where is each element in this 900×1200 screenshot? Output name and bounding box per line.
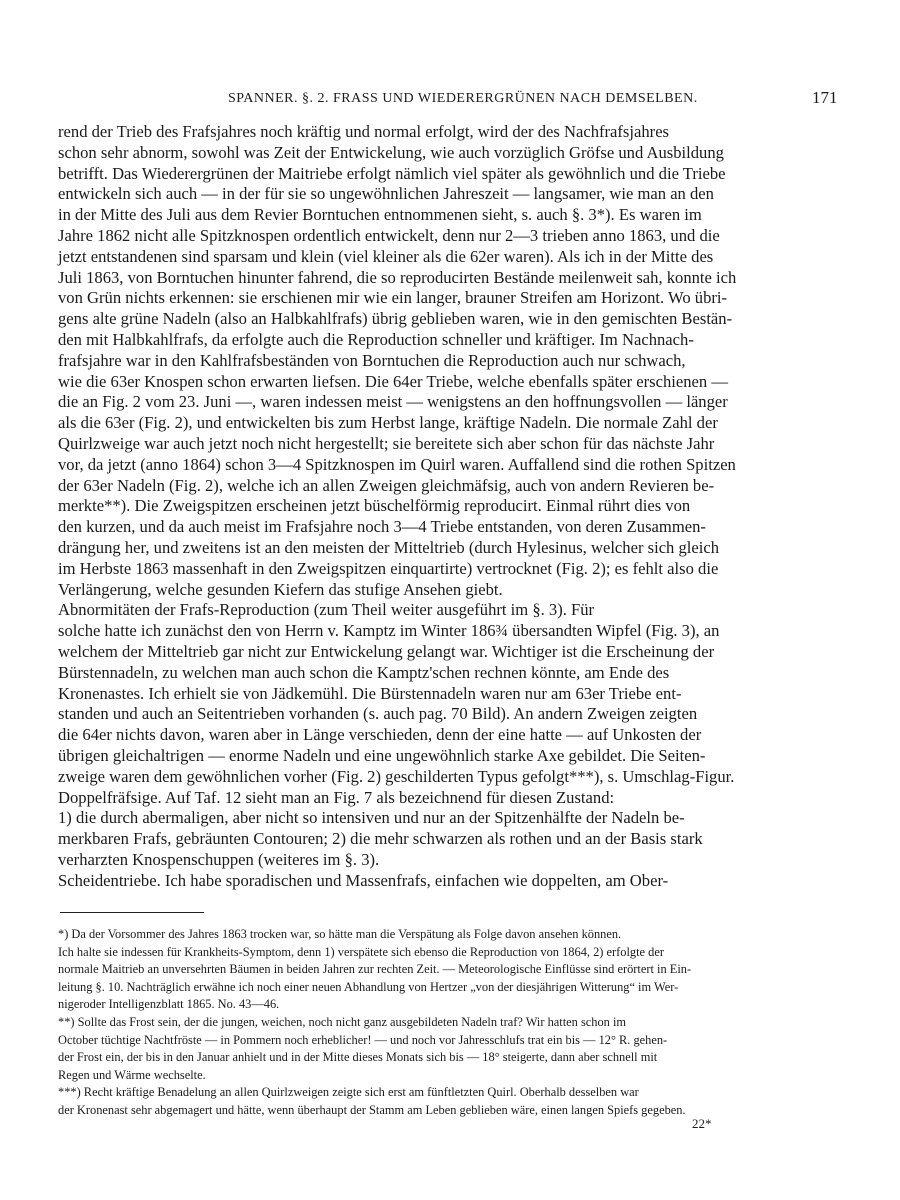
footnotes <box>58 926 836 1120</box>
paragraph-3: Doppelfräfsige. Auf Taf. 12 sieht man an Fig. 7 als bezeichnend für diesen Zustand: 1) die durch abermaligen, aber nicht so intensiven und nur an der Spitzenhälfte der Nadeln be- merkbaren Frafs, gebräunten Contouren; 2) die mehr schwarzen als rothen und an der Basis stark verharzten Knospenschuppen (weiteres im §. 3). <box>58 787 703 869</box>
footnote-2: **) Sollte das Frost sein, der die jungen, weichen, noch nicht ganz ausgebildeten Nadeln traf? Wir hatten schon im October tüchtige Nachtfröste — in Pommern noch erheblicher! — und noch vor Jahresschlufs trat ein bis — 12° R. gehen- der Frost ein, der bis in den Januar anhielt und in der Mitte dieses Monats sich bis — 18° steigerte, dann aber schnell mit Regen und Wärme wechselte. <box>58 1014 668 1082</box>
footnote-divider <box>60 912 204 913</box>
main-text <box>58 122 836 891</box>
paragraph-1: rend der Trieb des Frafsjahres noch kräftig und normal erfolgt, wird der des Nachfrafsjahres schon sehr abnorm, sowohl was Zeit der Entwickelung, wie auch vorzüglich Gröfse und Ausbildung betrifft. Das Wiederergrünen der Maitriebe erfolgt nämlich viel später als gewöhnlich und die Triebe entwickeln sich auch — in der für sie so ungewöhnlichen Jahreszeit — langsamer, wie man an den in der Mitte des Juli aus dem Revier Borntuchen entnommenen sieht, s. auch §. 3*). Es waren im Jahre 1862 nicht alle Spitzknospen ordentlich entwickelt, denn nur 2—3 trieben anno 1863, und die jetzt entstandenen sind sparsam und klein (viel kleiner als die 62er waren). Als ich in der Mitte des Juli 1863, von Borntuchen hinunter fahrend, die so reproducirten Bestände meilenweit sah, konnte ich von Grün nichts erkennen: sie erschienen mir wie ein langer, brauner Streifen am Horizont. Wo übri- gens alte grüne Nadeln (also an Halbkahlfrafs) übrig geblieben waren, wie in den gemischten Bestän- den mit Halbkahlfrafs, da erfolgte auch die Reproduction schneller und kräftiger. Im Nachnach- frafsjahre war in den Kahlfrafsbeständen von Borntuchen die Reproduction auch nur schwach, wie die 63er Knospen schon erwarten liefsen. Die 64er Triebe, welche ebenfalls später erschienen — die an Fig. 2 vom 23. Juni —, waren indessen meist — wenigstens an den hoffnungsvollen — länger als die 63er (Fig. 2), und entwickelten bis zum Herbst lange, kräftige Nadeln. Die normale Zahl der Quirlzweige war auch jetzt noch nicht hergestellt; sie bereitete sich aber schon für das nächste Jahr vor, da jetzt (anno 1864) schon 3—4 Spitzknospen im Quirl waren. Auffallend sind die rothen Spitzen der 63er Nadeln (Fig. 2), welche ich an allen Zweigen gleichmäfsig, auch von andern Revieren be- merkte**). Die Zweigspitzen erscheinen jetzt büschelförmig reproducirt. Einmal rührt dies von den kurzen, und da auch meist im Frafsjahre noch 3—4 Triebe entstanden, von deren Zusammen- drängung her, und zweitens ist an den meisten der Mitteltrieb (durch Hylesinus, welcher sich gleich im Herbste 1863 massenhaft in den Zweigspitzen einquartirte) vertrocknet (Fig. 2); es fehlt also die Verlängerung, welche gesunden Kiefern das stufige Ansehen giebt. <box>58 122 737 599</box>
footnote-1: *) Da der Vorsommer des Jahres 1863 trocken war, so hätte man die Verspätung als Folge davon ansehen können. Ich halte sie indessen für Krankheits-Symptom, denn 1) verspätete sich ebenso die Reproduction von 1864, 2) erfolgte der normale Maitrieb an unversehrten Bäumen in beiden Jahren zur rechten Zeit. — Meteorologische Einflüsse sind erörtert in Ein- leitung §. 10. Nachträglich erwähne ich noch einer neuen Abhandlung von Hertzer „von der diesjährigen Witterung“ im Wer- nigeroder Intelligenzblatt 1865. No. 43—46. <box>58 927 692 1012</box>
running-header <box>0 88 900 113</box>
page-number: 171 <box>812 88 838 107</box>
footnote-3: ***) Recht kräftige Benadelung an allen Quirlzweigen zeigte sich erst am fünftletzten Quirl. Oberhalb desselben war der Kronenast sehr abgemagert und hätte, wenn überhaupt der Stamm am Leben geblieben wäre, einen langen Spiefs gegeben. <box>58 1085 686 1117</box>
paragraph-2: Abnormitäten der Frafs-Reproduction (zum Theil weiter ausgeführt im §. 3). Für solche hatte ich zunächst den von Herrn v. Kamptz im Winter 186¾ übersandten Wipfel (Fig. 3), an welchem der Mitteltrieb gar nicht zur Entwickelung gelangt war. Wichtiger ist die Erscheinung der Bürstennadeln, zu welchen man auch schon die Kamptz'schen rechnen könnte, am Ende des Kronenastes. Ich erhielt sie von Jädkemühl. Die Bürstennadeln waren nur am 63er Triebe ent- standen und auch an Seitentrieben vorhanden (s. auch pag. 70 Bild). An andern Zweigen zeigten die 64er nichts davon, waren aber in Länge verschieden, denn der eine hatte — auf Unkosten der übrigen gleichaltrigen — enorme Nadeln und eine ungewöhnlich starke Axe gebildet. Die Seiten- zweige waren dem gewöhnlichen vorher (Fig. 2) geschilderten Typus gefolgt***), s. Umschlag-Figur. <box>58 600 735 786</box>
printer-signature-mark: 22* <box>692 1116 712 1131</box>
paragraph-4: Scheidentriebe. Ich habe sporadischen und Massenfrafs, einfachen wie doppelten, am Ober- <box>58 870 669 890</box>
header-title: SPANNER. §. 2. FRASS UND WIEDERERGRÜNEN NACH DEMSELBEN. <box>228 91 698 106</box>
